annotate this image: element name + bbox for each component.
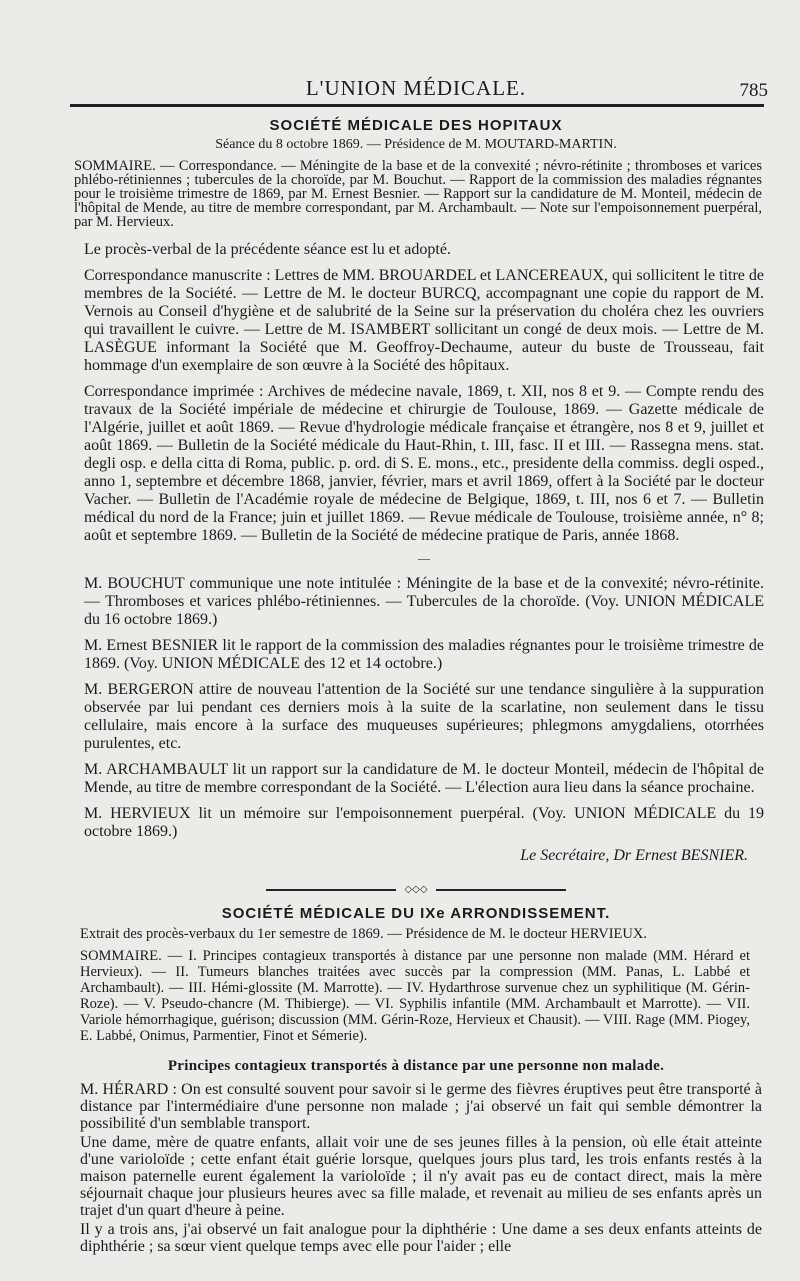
section1-session: Séance du 8 octobre 1869. — Présidence de M. MOUTARD-MARTIN. xyxy=(215,137,617,152)
section2-summary: SOMMAIRE. — I. Principes contagieux transportés à distance par une personne non malade (MM. Hérard et Hervieux). — II. Tumeurs blanches traitées avec succès par la compression (MM. Panas, L. Labbé et Archambault). — III. Hémi-glossite (M. Marrotte). — IV. Hydarthrose survenue chez un syphilitique (M. Gérin-Roze). — V. Pseudo-chancre (M. Thibierge). — VI. Syphilis infantile (MM. Archambault et Marrotte). — VII. Variole hémorrhagique, guérison; discussion (MM. Gérin-Roze, Hervieux et Chausit). — VIII. Rage (MM. Piogey, E. Labbé, Onimus, Parmentier, Finot et Sémerie). xyxy=(80,948,750,1044)
section2-subhead: Principes contagieux transportés à distance par une personne non malade. xyxy=(167,1058,665,1074)
paragraph: M. HERVIEUX lit un mémoire sur l'empoisonnement puerpéral. (Voy. UNION MÉDICALE du 19 octobre 1869.) xyxy=(84,805,764,840)
section2-title: SOCIÉTÉ MÉDICALE DU IXe ARRONDISSEMENT. xyxy=(221,905,611,922)
header-rule xyxy=(70,104,764,107)
secretary-signature: Le Secrétaire, Dr Ernest BESNIER. xyxy=(520,847,748,864)
section1-body xyxy=(84,241,764,841)
paragraph: Correspondance manuscrite : Lettres de MM. BROUARDEL et LANCEREAUX, qui sollicitent le titre de membres de la Société. — Lettre de M. le docteur BURCQ, accompagnant une copie du rapport de M. Vernois au Conseil d'hygiène et de salubrité de la Seine sur la préservation du choléra chez les ouvriers qui travaillent le cuivre. — Lettre de M. ISAMBERT sollicitant un congé de deux mois. — Lettre de M. LASÈGUE informant la Société que M. Geoffroy-Dechaume, auteur du buste de Trousseau, fait hommage d'un exemplaire de son œuvre à la Société des hôpitaux. xyxy=(84,267,764,374)
paragraph: Une dame, mère de quatre enfants, allait voir une de ses jeunes filles à la pension, où elle était atteinte d'une varioloïde ; cette enfant était guérie lorsque, quelques jours plus tard, les trois enfants restés à la maison paternelle eurent également la varioloïde ; il n'y avait pas eu de contact direct, mais la mère séjournait chaque jour plusieurs heures avec sa fille malade, et revenait au milieu de ses enfants après un trajet d'un quart d'heure à peine. xyxy=(80,1134,762,1219)
paragraph: M. BERGERON attire de nouveau l'attention de la Société sur une tendance singulière à la suppuration observée par lui pendant ces derniers mois à la suite de la scarlatine, non seulement dans le tissu cellulaire, mais encore à la surface des muqueuses supérieures; phlegmons amygdaliens, otorrhées purulentes, etc. xyxy=(84,681,764,752)
section1-title: SOCIÉTÉ MÉDICALE DES HOPITAUX xyxy=(269,117,563,134)
section-ornament xyxy=(266,885,566,895)
section2-body xyxy=(80,1081,762,1255)
ornament-center: ◇◇◇ xyxy=(404,884,428,895)
ornament-line-left xyxy=(266,889,396,891)
paragraph: M. BOUCHUT communique une note intitulée : Méningite de la base et de la convexité; névro-rétinite. — Thromboses et varices phlébo-rétiniennes. — Tubercules de la choroïde. (Voy. UNION MÉDICALE du 16 octobre 1869.) xyxy=(84,575,764,628)
paragraph: Correspondance imprimée : Archives de médecine navale, 1869, t. XII, nos 8 et 9. — Compte rendu des travaux de la Société impériale de médecine et chirurgie de Toulouse, 1869. — Gazette médicale de l'Algérie, juillet et août 1869. — Revue d'hydrologie médicale française et étrangère, nos 8 et 9, juillet et août 1869. — Bulletin de la Société médicale du Haut-Rhin, t. III, fasc. II et III. — Rassegna mens. stat. degli osp. e della citta di Roma, public. p. ord. di S. E. mons., etc., presidente della commiss. degli osped., anno 1, septembre et décembre 1868, janvier, février, mars et avril 1869, offert à la Société par le docteur Vacher. — Bulletin de l'Académie royale de médecine de Belgique, 1869, t. III, nos 6 et 7. — Bulletin médical du nord de la France; juin et juillet 1869. — Revue médicale de Toulouse, troisième année, n° 8; août et septembre 1869. — Bulletin de la Société de médecine pratique de Paris, année 1868. xyxy=(84,383,764,544)
ornament-line-right xyxy=(436,889,566,891)
separator-dash: — xyxy=(418,551,430,565)
paragraph: M. ARCHAMBAULT lit un rapport sur la candidature de M. le docteur Monteil, médecin de l'hôpital de Mende, au titre de membre correspondant de la Société. — L'élection aura lieu dans la séance prochaine. xyxy=(84,761,764,796)
page-number: 785 xyxy=(739,80,768,101)
running-title: L'UNION MÉDICALE. xyxy=(305,76,527,100)
paragraph: Le procès-verbal de la précédente séance est lu et adopté. xyxy=(84,241,451,258)
paragraph: Il y a trois ans, j'ai observé un fait analogue pour la diphthérie : Une dame a ses deux enfants atteints de diphthérie ; sa sœur vient quelque temps avec elle pour l'aider ; elle xyxy=(80,1221,762,1255)
page-header xyxy=(62,68,770,104)
section2-extract: Extrait des procès-verbaux du 1er semestre de 1869. — Présidence de M. le docteur HERVIEUX. xyxy=(80,926,647,942)
section1-summary: SOMMAIRE. — Correspondance. — Méningite de la base et de la convexité ; névro-rétinite ; thromboses et varices phlébo-rétiniennes ; tubercules de la choroïde, par M. Bouchut. — Rapport de la commission des maladies régnantes pour le troisième trimestre de 1869, par M. Ernest Besnier. — Rapport sur la candidature de M. Monteil, médecin de l'hôpital de Mende, au titre de membre correspondant, par M. Archambault. — Note sur l'empoisonnement puerpéral, par M. Hervieux. xyxy=(74,158,762,230)
paragraph: M. HÉRARD : On est consulté souvent pour savoir si le germe des fièvres éruptives peut être transporté à distance par l'intermédiaire d'une personne non malade ; j'ai observé un fait qui semble démontrer la possibilité d'un semblable transport. xyxy=(80,1081,762,1132)
paragraph: M. Ernest BESNIER lit le rapport de la commission des maladies régnantes pour le troisième trimestre de 1869. (Voy. UNION MÉDICALE des 12 et 14 octobre.) xyxy=(84,637,764,672)
